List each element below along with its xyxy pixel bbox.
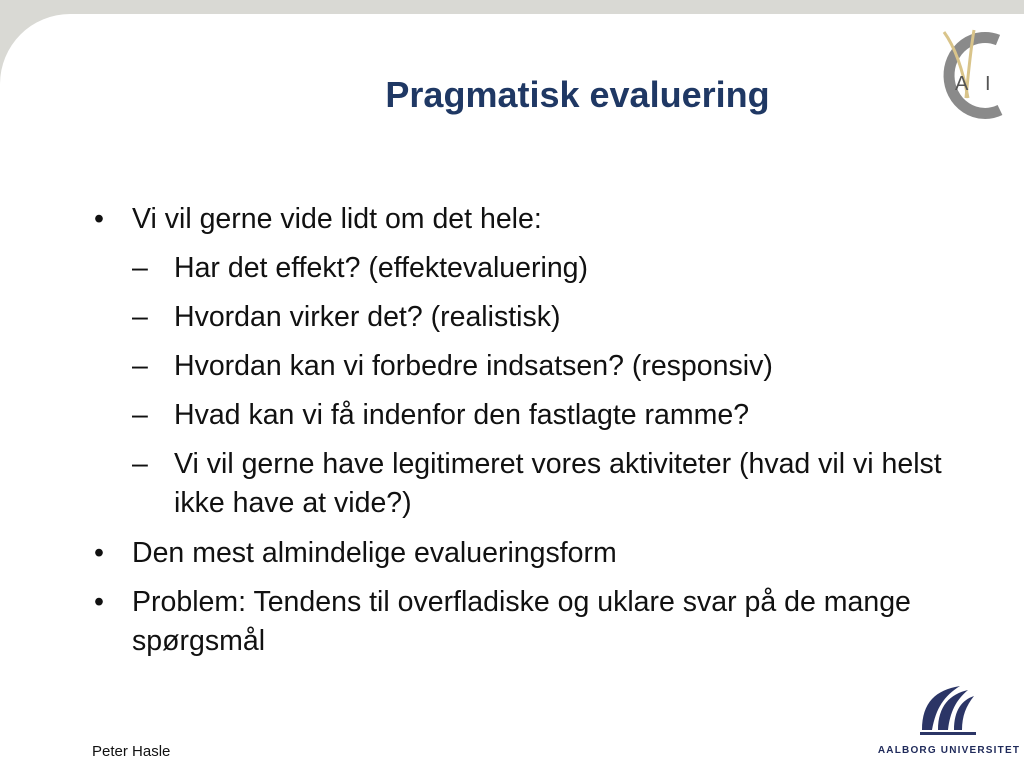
sub-bullet-text: Vi vil gerne have legitimeret vores aktiviteter (hvad vil vi helst ikke have at vide?) [174,448,942,519]
sub-bullet-text: Hvordan kan vi forbedre indsatsen? (responsiv) [174,350,773,382]
sub-bullet-item [90,249,980,288]
sub-bullet-text: Har det effekt? (effektevaluering) [174,252,589,284]
bullet-marker: • [94,537,104,569]
aalborg-universitet-logo [876,682,1022,762]
sub-bullet-item [90,298,980,337]
bullet-item [90,534,980,573]
bullet-text: Vi vil gerne vide lidt om det hele: [132,203,542,235]
sub-bullet-marker: – [132,301,148,333]
sub-bullet-text: Hvad kan vi få indenfor den fastlagte ramme? [174,399,750,431]
bullet-marker: • [94,203,104,235]
bullet-text: Den mest almindelige evalueringsform [132,537,617,569]
sub-bullet-marker: – [132,350,148,382]
bullet-text: Problem: Tendens til overfladiske og uklare svar på de mange spørgsmål [132,586,911,657]
cavi-logo [930,24,1010,124]
sub-bullet-marker: – [132,252,148,284]
crest-base [920,732,976,735]
slide-title: Pragmatisk evaluering [385,74,770,115]
sub-bullet-item [90,445,980,523]
university-crest-icon [876,682,1022,740]
sub-bullet-marker: – [132,399,148,431]
sub-bullet-text: Hvordan virker det? (realistisk) [174,301,561,333]
logo-letter-i: I [985,73,991,95]
bullet-item [90,583,980,661]
sub-bullet-marker: – [132,448,148,480]
logo-letter-a: A [955,73,969,95]
sub-bullet-item [90,396,980,435]
bullet-list [90,200,980,661]
university-name: AALBORG UNIVERSITET [877,745,1021,756]
sub-bullet-item [90,347,980,386]
slide [0,14,1024,768]
footer-author: Peter Hasle [92,743,171,760]
bullet-marker: • [94,586,104,618]
bullet-item [90,200,980,239]
